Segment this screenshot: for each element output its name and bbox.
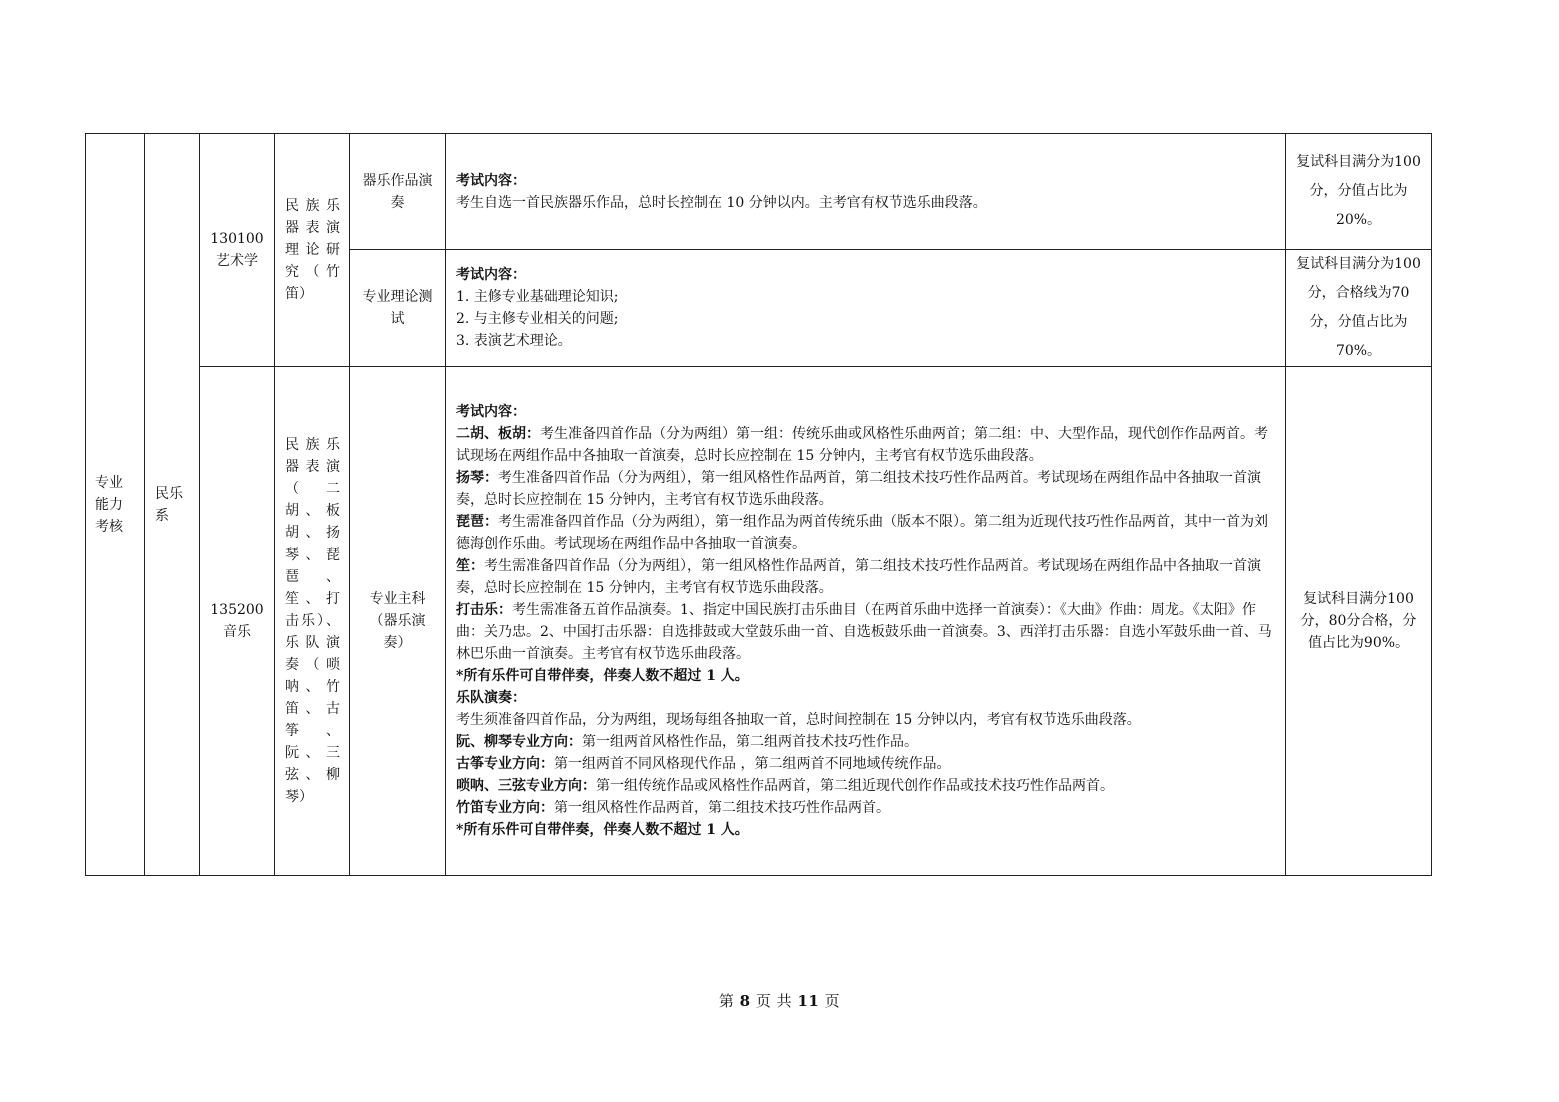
- major-code-cell: [200, 367, 275, 876]
- major-code-cell: [200, 134, 275, 367]
- category-text: 专业能力考核: [95, 474, 123, 535]
- subject-name: 器乐作品演奏: [362, 172, 433, 211]
- category-cell: [86, 134, 145, 876]
- major-name: 音乐: [223, 624, 251, 640]
- subject-cell: [350, 367, 446, 876]
- content-paragraph: 二胡、板胡：考生准备四首作品（分为两组）第一组：传统乐曲或风格性乐曲两首；第二组：中、大型作品，现代创作作品两首。考试现场在两组作品中各抽取一首演奏，总时长应控制在 15 分钟内，主考官有权节选乐曲段落。: [456, 426, 1268, 464]
- score-cell: [1286, 134, 1432, 250]
- content-paragraph: *所有乐件可自带伴奏，伴奏人数不超过 1 人。: [456, 822, 749, 838]
- score-cell: [1286, 250, 1432, 367]
- footer-prefix: 第: [718, 992, 735, 1010]
- content-line: 2. 与主修专业相关的问题;: [456, 311, 619, 327]
- content-paragraph: 唢呐、三弦专业方向：第一组传统作品或风格性作品两首，第二组近现代创作作品或技术技巧性作品两首。: [456, 778, 1114, 794]
- footer-page-number: 8: [739, 992, 751, 1010]
- direction-text: 民族乐器表演（二胡、板胡、扬琴、琵琶、笙、打击乐）、乐队演奏（唢呐、竹笛、古筝、阮、三弦、柳琴）: [285, 437, 340, 805]
- content-paragraph: 琵琶：考生需准备四首作品（分为两组），第一组作品为两首传统乐曲（版本不限）。第二组为近现代技巧性作品两首，其中一首为刘德海创作乐曲。考试现场在两组作品中各抽取一首演奏。: [456, 514, 1268, 552]
- content-paragraph: 打击乐：考生需准备五首作品演奏。1、指定中国民族打击乐曲目（在两首乐曲中选择一首演奏）：《大曲》作曲：周龙。《太阳》作曲：关乃忠。2、中国打击乐器：自选排鼓或大堂鼓乐曲一首、自选板鼓乐曲一首演奏。3、西洋打击乐器：自选小军鼓乐曲一首、马林巴乐曲一首演奏。主考官有权节选乐曲段落。: [456, 602, 1272, 662]
- content-cell: [446, 134, 1286, 250]
- footer-middle: 页 共: [755, 992, 793, 1010]
- major-code: 130100: [210, 231, 264, 247]
- content-line: 考生自选一首民族器乐作品，总时长控制在 10 分钟以内。主考官有权节选乐曲段落。: [456, 194, 987, 211]
- content-paragraph: 竹笛专业方向：第一组风格性作品两首，第二组技术技巧性作品两首。: [456, 800, 890, 816]
- major-name: 艺术学: [216, 253, 258, 269]
- subject-name: 专业理论测试: [362, 289, 433, 327]
- score-text: 复试科目满分为100分，分值占比为20%。: [1296, 154, 1421, 228]
- content-cell: [446, 367, 1286, 876]
- direction-cell: [275, 367, 350, 876]
- footer-suffix: 页: [824, 992, 841, 1010]
- department-cell: [145, 134, 200, 876]
- content-paragraph: 古筝专业方向：第一组两首不同风格现代作品 ，第二组两首不同地域传统作品。: [456, 756, 951, 772]
- content-paragraph: *所有乐件可自带伴奏，伴奏人数不超过 1 人。: [456, 668, 749, 684]
- content-line: 1. 主修专业基础理论知识;: [456, 289, 619, 305]
- major-code: 135200: [210, 602, 264, 618]
- footer-total-pages: 11: [797, 992, 820, 1010]
- subject-cell: [350, 134, 446, 250]
- content-paragraph: 扬琴：考生准备四首作品（分为两组），第一组风格性作品两首，第二组技术技巧性作品两首。考试现场在两组作品中各抽取一首演奏，总时长应控制在 15 分钟内，主考官有权节选乐曲段落。: [456, 470, 1261, 508]
- content-title: 考试内容：: [456, 172, 526, 189]
- exam-table: [85, 133, 1432, 876]
- score-text: 复试科目满分为100分，合格线为70分，分值占比为70%。: [1296, 256, 1421, 359]
- score-cell: [1286, 367, 1432, 876]
- score-text: 复试科目满分100分，80分合格，分值占比为90%。: [1300, 591, 1417, 651]
- direction-cell: [275, 134, 350, 367]
- subject-cell: [350, 250, 446, 367]
- direction-text: 民族乐器表演理论研究（竹笛）: [285, 198, 340, 302]
- content-paragraph: 笙：考生需准备四首作品（分为两组），第一组风格性作品两首，第二组技术技巧性作品两首。考试现场在两组作品中各抽取一首演奏，总时长应控制在 15 分钟内，主考官有权节选乐曲段落。: [456, 558, 1261, 596]
- page-footer: [0, 990, 1559, 1011]
- subject-name: 专业主科（器乐演奏）: [369, 591, 426, 651]
- content-line: 3. 表演艺术理论。: [456, 333, 572, 349]
- content-title: 考试内容：: [456, 267, 526, 283]
- content-paragraph: 乐队演奏：: [456, 690, 526, 706]
- content-paragraph: 考生须准备四首作品，分为两组，现场每组各抽取一首，总时间控制在 15 分钟以内，考官有权节选乐曲段落。: [456, 712, 1141, 728]
- content-title: 考试内容：: [456, 404, 526, 420]
- content-paragraph: 阮、柳琴专业方向：第一组两首风格性作品，第二组两首技术技巧性作品。: [456, 734, 918, 750]
- content-cell: [446, 250, 1286, 367]
- department-text: 民乐系: [155, 485, 183, 524]
